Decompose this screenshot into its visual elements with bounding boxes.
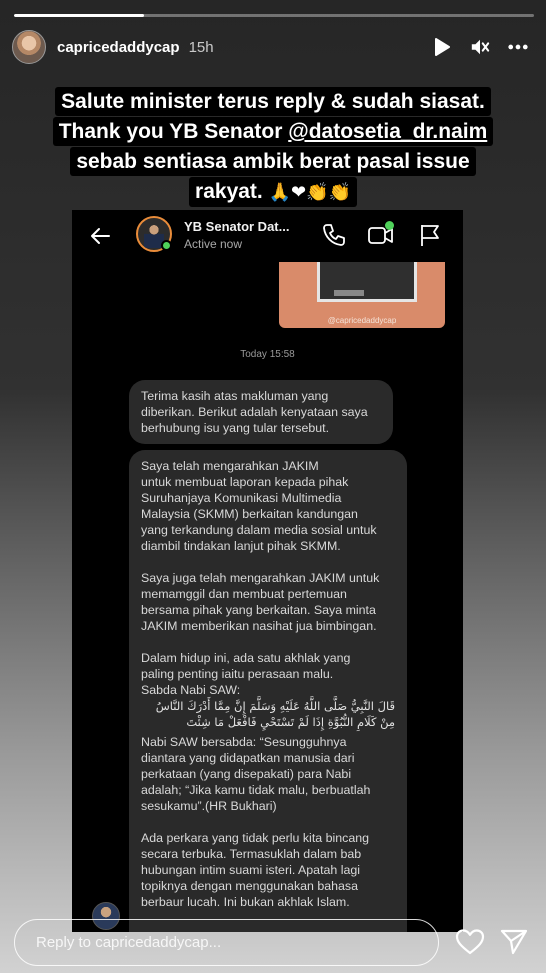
story-caption bbox=[0, 87, 546, 208]
online-indicator bbox=[161, 240, 172, 251]
flag-icon bbox=[418, 222, 442, 248]
back-arrow-icon bbox=[88, 224, 112, 248]
message-paragraph: Nabi SAW bersabda: “Sesungguhnya diantara yang didapatkan manusia dari perkataan (yang disepakati) para Nabi adalah; “Jika kamu tidak malu, berbuatlah sesukamu”.(HR Bukhari) bbox=[141, 735, 371, 813]
message-text: Terima kasih atas makluman yang diberikan. Berikut adalah kenyataan saya berhubung isu yang tular tersebut. bbox=[141, 389, 368, 435]
arabic-hadith-text: قَالَ النَّبِيُّ صَلَّى اللَّهُ عَلَيْهِ وَسَلَّمَ إِنَّ مِمَّا أَدْرَكَ النَّاسُ مِنْ كَلَامِ النُّبُوَّةِ إِذَا لَمْ تَسْتَحْيِ فَافْعَلْ مَا شِئْتَ bbox=[155, 699, 395, 729]
mention-link[interactable]: @datosetia_dr.naim bbox=[288, 120, 488, 143]
shared-media-frame bbox=[317, 262, 417, 302]
send-icon[interactable] bbox=[499, 928, 529, 956]
heart-icon[interactable] bbox=[455, 928, 485, 956]
shared-media-caption: @capricedaddycap bbox=[327, 316, 397, 325]
dm-header bbox=[72, 210, 463, 260]
caption-line-4 bbox=[189, 177, 357, 207]
reply-input[interactable] bbox=[14, 919, 439, 966]
caption-line-3: sebab sentiasa ambik berat pasal issue bbox=[70, 147, 475, 176]
caption-line-4-text: rakyat. bbox=[195, 180, 269, 203]
video-active-dot bbox=[385, 221, 394, 230]
message-bubble bbox=[129, 380, 393, 444]
dm-screenshot bbox=[72, 210, 463, 932]
more-icon[interactable] bbox=[508, 37, 528, 57]
avatar[interactable] bbox=[12, 30, 46, 64]
message-paragraph: Saya telah mengarahkan JAKIM untuk membuat laporan kepada pihak Suruhanjaya Komunikasi Multimedia Malaysia (SKMM) berkaitan kandungan yang terkandung dalam media sosial untuk diambil tindakan lanjut pihak SKMM. bbox=[141, 459, 377, 553]
shared-media-thumbnail bbox=[279, 262, 445, 328]
message-paragraph: Saya juga telah mengarahkan JAKIM untuk memamggil dan membuat pertemuan bersama pihak yang berkaitan. Saya minta JAKIM memberikan nasihat jua bimbingan. bbox=[141, 571, 380, 633]
username[interactable]: capricedaddycap bbox=[57, 38, 180, 56]
caption-line-1: Salute minister terus reply & sudah siasat. bbox=[55, 87, 491, 116]
contact-name: YB Senator Dat... bbox=[184, 219, 290, 234]
chat-timestamp: Today 15:58 bbox=[240, 349, 295, 360]
message-bubble bbox=[129, 450, 407, 932]
caption-line-2-text: Thank you YB Senator bbox=[58, 120, 289, 143]
story-progress-bar bbox=[14, 14, 534, 17]
story-progress-fill bbox=[14, 14, 144, 17]
message-paragraph: Ada perkara yang tidak perlu kita bincang secara terbuka. Termasuklah dalam bab hubungan intim suami isteri. Apatah lagi topiknya dengan menggunakan bahasa berbaur lucah. Ini bukan akhlak Islam. bbox=[141, 831, 369, 909]
story-header bbox=[12, 29, 534, 65]
caption-emoji: 🙏❤👏👏 bbox=[268, 182, 351, 203]
contact-status: Active now bbox=[184, 237, 243, 251]
play-icon[interactable] bbox=[432, 37, 452, 57]
mute-icon[interactable] bbox=[470, 37, 490, 57]
header-actions bbox=[432, 37, 534, 57]
caption-line-2 bbox=[53, 117, 494, 146]
phone-call-icon bbox=[321, 222, 347, 248]
message-paragraph: Dalam hidup ini, ada satu akhlak yang paling penting iaitu perasaan malu. Sabda Nabi SAW: bbox=[141, 651, 351, 697]
timestamp: 15h bbox=[188, 38, 214, 56]
